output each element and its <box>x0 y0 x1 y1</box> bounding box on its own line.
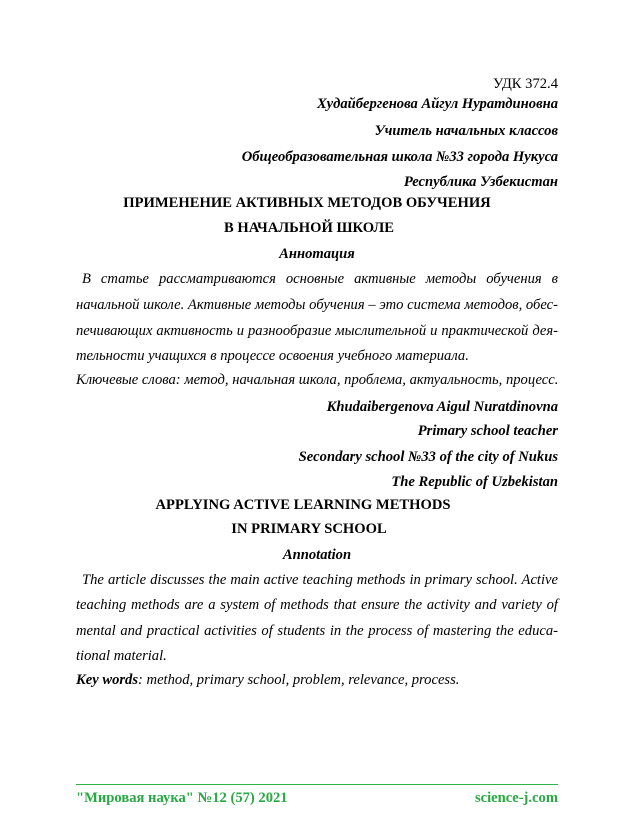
title-ru-line1: ПРИМЕНЕНИЕ АКТИВНЫХ МЕТОДОВ ОБУЧЕНИЯ <box>123 195 491 211</box>
author-country-en: The Republic of Uzbekistan <box>391 474 558 490</box>
author-name-ru: Худайбергенова Айгул Нуратдиновна <box>316 96 558 112</box>
abstract-ru-line: тельности учащихся в процессе освоения учебного материала. <box>76 348 469 364</box>
annotation-heading-en: Annotation <box>282 547 352 563</box>
title-en-line1: APPLYING ACTIVE LEARNING METHODS <box>155 497 451 513</box>
author-country-ru: Республика Узбекистан <box>403 174 558 190</box>
author-position-en: Primary school teacher <box>417 423 558 439</box>
abstract-ru-line: начальной школе. Активные методы обучения – это система методов, обес- <box>76 297 558 313</box>
abstract-en-line: tional material. <box>76 648 167 664</box>
abstract-en-line: mental and practical activities of students in the process of mastering the educa- <box>76 623 558 639</box>
keywords-en <box>76 671 459 689</box>
keywords-en-text: : method, primary school, problem, relevance, process. <box>138 672 460 688</box>
title-en-line2: IN PRIMARY SCHOOL <box>231 521 387 537</box>
annotation-heading-ru: Аннотация <box>279 246 355 262</box>
footer-journal: "Мировая наука" №12 (57) 2021 <box>76 790 288 806</box>
keywords-en-label: Key words <box>76 672 139 688</box>
author-name-en: Khudaibergenova Aigul Nuratdinovna <box>326 399 558 415</box>
keywords-ru: Ключевые слова: метод, начальная школа, проблема, актуальность, процесс. <box>76 372 559 388</box>
footer-site-link[interactable]: science-j.com <box>474 790 558 806</box>
title-ru-line2: В НАЧАЛЬНОЙ ШКОЛЕ <box>223 220 394 236</box>
author-school-en: Secondary school №33 of the city of Nukus <box>298 449 558 465</box>
abstract-en-line: The article discusses the main active teaching methods in primary school. Active <box>82 572 558 588</box>
abstract-ru-line: печивающих активность и разнообразие мыслительной и практической дея- <box>76 323 558 339</box>
abstract-en-line: teaching methods are a system of methods that ensure the activity and variety of <box>76 597 558 613</box>
author-position-ru: Учитель начальных классов <box>374 123 558 139</box>
footer-divider <box>76 784 558 785</box>
udk-code: УДК 372.4 <box>492 76 558 92</box>
author-school-ru: Общеобразовательная школа №33 города Нукуса <box>241 149 558 165</box>
abstract-ru-line: В статье рассматриваются основные активные методы обучения в <box>82 271 558 287</box>
